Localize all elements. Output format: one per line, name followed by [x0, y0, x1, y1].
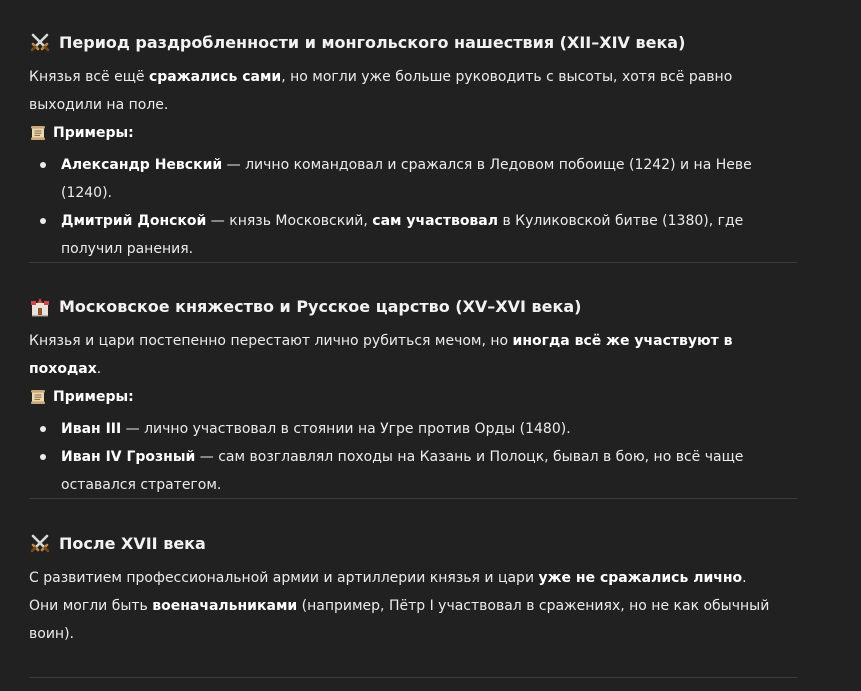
- paragraph-text: Князья всё ещё: [29, 69, 149, 85]
- section-paragraph: [29, 564, 797, 648]
- examples-text: Примеры:: [53, 389, 134, 405]
- castle-icon: [29, 295, 51, 317]
- list-item: [29, 151, 797, 207]
- scroll-icon: [29, 124, 47, 142]
- list-item-bold: сам участвовал: [372, 213, 498, 229]
- crossed-swords-icon: [29, 31, 51, 53]
- paragraph-bold: военачальниками: [152, 598, 298, 614]
- list-item: [29, 207, 797, 263]
- list-item-bold: Александр Невский: [61, 157, 223, 173]
- section-paragraph: [29, 63, 797, 119]
- paragraph-text: Они могли быть: [29, 598, 153, 614]
- section-mongol-period: [29, 29, 797, 263]
- paragraph-bold: уже не сражались лично: [538, 570, 743, 586]
- paragraph-bold: иногда всё же участвуют в походах: [29, 333, 733, 377]
- examples-list: [29, 415, 797, 499]
- section-title: После XVII века: [59, 533, 206, 553]
- examples-label: [29, 383, 797, 411]
- list-item: [29, 415, 797, 443]
- paragraph-text: Князья и цари постепенно перестают лично рубиться мечом, но: [29, 333, 513, 349]
- paragraph-text: .: [742, 570, 747, 586]
- section-heading: [29, 530, 797, 556]
- section-title: Московское княжество и Русское царство (XV–XVI века): [59, 296, 582, 316]
- list-item-text: — лично командовал и сражался в Ледовом побоище (1242) и на Неве (1240).: [61, 157, 752, 201]
- section-heading: [29, 29, 797, 55]
- section-divider: [29, 262, 797, 263]
- paragraph-text: .: [96, 361, 102, 377]
- examples-label: [29, 119, 797, 147]
- section-moscow-period: [29, 293, 797, 499]
- section-after-17th-century: [29, 530, 797, 648]
- section-divider: [29, 498, 797, 499]
- section-divider: [29, 677, 797, 678]
- section-title: Период раздробленности и монгольского нашествия (XII–XIV века): [59, 32, 686, 52]
- examples-text: Примеры:: [53, 125, 134, 141]
- list-item-bold: Иван IV Грозный: [61, 449, 196, 465]
- list-item-text: — лично участвовал в стоянии на Угре против Орды (1480).: [121, 421, 571, 437]
- paragraph-text: , но могли уже больше руководить с высоты, хотя всё равно выходили на поле.: [29, 69, 733, 113]
- list-item-bold: Дмитрий Донской: [61, 213, 207, 229]
- section-paragraph: [29, 327, 797, 383]
- crossed-swords-icon: [29, 532, 51, 554]
- list-item-text: в Куликовской битве (1380), где получил ранения.: [61, 213, 744, 257]
- list-item-text: — князь Московский,: [206, 213, 373, 229]
- list-item-bold: Иван III: [61, 421, 122, 437]
- list-item: [29, 443, 797, 499]
- paragraph-bold: сражались сами: [148, 69, 282, 85]
- scroll-icon: [29, 388, 47, 406]
- paragraph-text: С развитием профессиональной армии и артиллерии князья и цари: [29, 570, 539, 586]
- section-heading: [29, 293, 797, 319]
- paragraph-text: (например, Пётр I участвовал в сражениях, но не как обычный воин).: [29, 598, 770, 642]
- list-item-text: — сам возглавлял походы на Казань и Полоцк, бывал в бою, но всё чаще оставался стратегом.: [61, 449, 744, 493]
- examples-list: [29, 151, 797, 263]
